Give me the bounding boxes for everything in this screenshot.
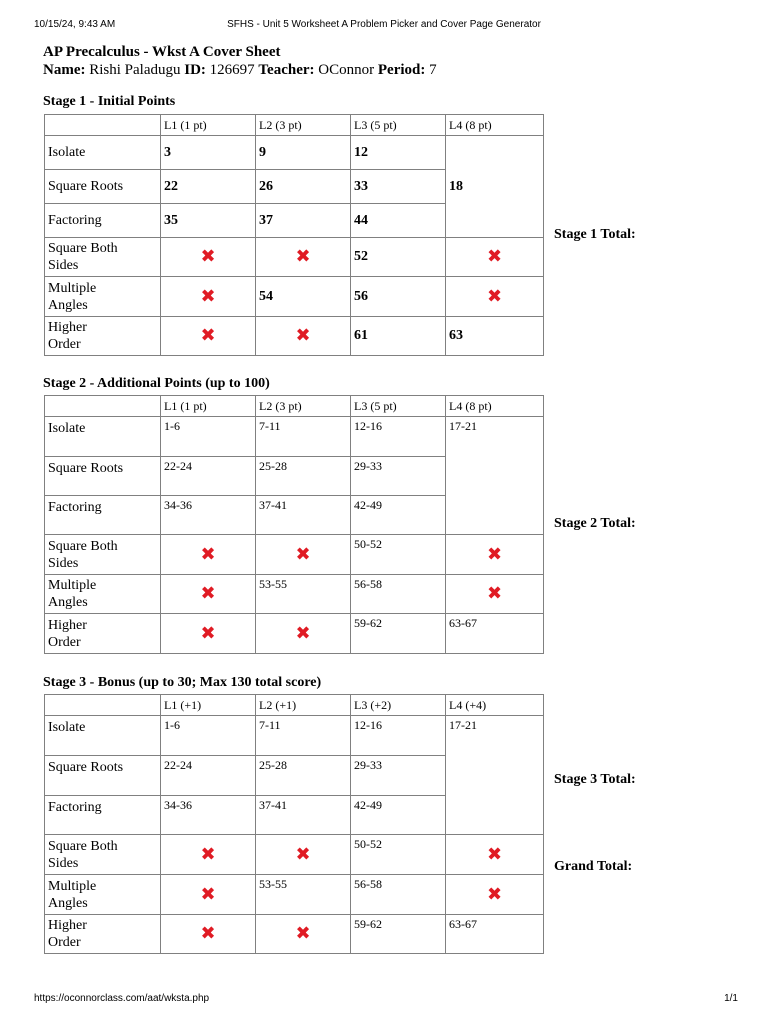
stage1-total-label: Stage 1 Total: — [554, 227, 636, 242]
x-mark-icon: ✖ — [200, 543, 216, 565]
problem-number: 37 — [256, 204, 351, 238]
row-label — [45, 614, 161, 654]
x-mark-icon: ✖ — [200, 843, 216, 865]
x-mark-icon: ✖ — [295, 923, 311, 944]
problem-number: 33 — [351, 170, 446, 204]
header-corner — [45, 396, 161, 417]
row-label-line: Multiple — [48, 280, 97, 296]
row-label-line: Multiple — [48, 878, 97, 894]
x-mark-icon: ✖ — [486, 543, 503, 565]
column-header: L3 (5 pt) — [351, 396, 446, 417]
column-header: L2 (+1) — [256, 695, 351, 716]
student-name: Rishi Paladugu — [89, 62, 181, 78]
unavailable-cell — [446, 277, 544, 317]
table-row — [45, 417, 544, 457]
header-corner — [45, 695, 161, 716]
column-header: L4 (8 pt) — [446, 115, 544, 136]
table-header-row — [45, 115, 544, 136]
unavailable-cell — [161, 575, 256, 614]
column-header: L2 (3 pt) — [256, 396, 351, 417]
problem-number: 12 — [351, 136, 446, 170]
row-label: Factoring — [45, 496, 161, 535]
row-label — [45, 277, 161, 317]
row-label — [45, 535, 161, 575]
problem-number: 63 — [446, 317, 544, 356]
row-label-line: Order — [48, 634, 81, 650]
x-mark-icon: ✖ — [200, 325, 216, 346]
problem-range: 37-41 — [256, 496, 351, 535]
unavailable-cell — [446, 875, 544, 915]
problem-range: 34-36 — [161, 796, 256, 835]
problem-range: 29-33 — [351, 756, 446, 796]
stage3-title: Stage 3 - Bonus (up to 30; Max 130 total score) — [43, 675, 322, 690]
problem-range: 53-55 — [256, 875, 351, 915]
unavailable-cell — [161, 535, 256, 575]
teacher-name: OConnor — [318, 62, 375, 78]
problem-range: 12-16 — [351, 417, 446, 457]
table-row — [45, 915, 544, 954]
problem-range: 29-33 — [351, 457, 446, 496]
row-label-line: Higher — [48, 320, 87, 335]
column-header: L3 (+2) — [351, 695, 446, 716]
student-info-line — [43, 62, 437, 79]
row-label: Isolate — [45, 716, 161, 756]
column-header: L4 (+4) — [446, 695, 544, 716]
problem-range: 50-52 — [351, 535, 446, 575]
problem-range: 1-6 — [161, 417, 256, 457]
column-header: L1 (1 pt) — [161, 396, 256, 417]
unavailable-cell — [256, 317, 351, 356]
problem-range: 50-52 — [351, 835, 446, 875]
problem-number: 22 — [161, 170, 256, 204]
table-header-row — [45, 695, 544, 716]
row-label-line: Higher — [48, 617, 87, 633]
table-row — [45, 575, 544, 614]
problem-number: 35 — [161, 204, 256, 238]
problem-number: 61 — [351, 317, 446, 356]
problem-range: 34-36 — [161, 496, 256, 535]
row-label-line: Multiple — [48, 578, 97, 593]
unavailable-cell — [161, 238, 256, 277]
unavailable-cell — [161, 614, 256, 654]
problem-number: 56 — [351, 277, 446, 317]
period-label: Period: — [377, 62, 426, 78]
unavailable-cell — [161, 875, 256, 915]
problem-range: 25-28 — [256, 756, 351, 796]
table-row — [45, 716, 544, 756]
stage1-title: Stage 1 - Initial Points — [43, 94, 176, 109]
row-label-line: Sides — [48, 855, 79, 871]
x-mark-icon: ✖ — [486, 583, 503, 604]
unavailable-cell — [256, 238, 351, 277]
stage3-total-label: Stage 3 Total: — [554, 772, 636, 787]
problem-range: 22-24 — [161, 457, 256, 496]
stage2-title: Stage 2 - Additional Points (up to 100) — [43, 376, 270, 391]
x-mark-icon: ✖ — [200, 246, 216, 267]
print-page-title: SFHS - Unit 5 Worksheet A Problem Picker and Cover Page Generator — [227, 19, 541, 30]
table-row — [45, 277, 544, 317]
x-mark-icon: ✖ — [295, 246, 311, 267]
unavailable-cell — [256, 535, 351, 575]
unavailable-cell — [446, 238, 544, 277]
print-page-count: 1/1 — [724, 993, 738, 1004]
x-mark-icon: ✖ — [486, 285, 503, 307]
unavailable-cell — [161, 915, 256, 954]
x-mark-icon: ✖ — [200, 622, 216, 644]
problem-number: 52 — [351, 238, 446, 277]
problem-range: 59-62 — [351, 915, 446, 954]
stage2-total-label: Stage 2 Total: — [554, 516, 636, 531]
row-label-line: Angles — [48, 297, 88, 313]
id-label: ID: — [184, 62, 206, 78]
x-mark-icon: ✖ — [200, 883, 216, 905]
x-mark-icon: ✖ — [295, 543, 311, 565]
problem-range: 56-58 — [351, 575, 446, 614]
row-label-line: Square Both — [48, 241, 118, 256]
unavailable-cell — [256, 835, 351, 875]
row-label — [45, 317, 161, 356]
column-header: L1 (1 pt) — [161, 115, 256, 136]
row-label-line: Angles — [48, 595, 88, 610]
problem-range: 56-58 — [351, 875, 446, 915]
student-id: 126697 — [209, 62, 255, 78]
x-mark-icon: ✖ — [295, 622, 311, 644]
row-label — [45, 238, 161, 277]
row-label-line: Sides — [48, 555, 79, 571]
problem-range: 59-62 — [351, 614, 446, 654]
problem-range: 12-16 — [351, 716, 446, 756]
stage3-table — [44, 694, 544, 954]
unavailable-cell — [161, 835, 256, 875]
problem-range: 7-11 — [256, 417, 351, 457]
row-label-line: Sides — [48, 258, 79, 273]
row-label: Factoring — [45, 204, 161, 238]
x-mark-icon: ✖ — [200, 285, 216, 307]
problem-range: 22-24 — [161, 756, 256, 796]
row-label-line: Square Both — [48, 838, 118, 854]
column-header: L3 (5 pt) — [351, 115, 446, 136]
row-label: Square Roots — [45, 756, 161, 796]
problem-number: 9 — [256, 136, 351, 170]
unavailable-cell — [256, 614, 351, 654]
problem-number: 44 — [351, 204, 446, 238]
unavailable-cell — [446, 575, 544, 614]
row-label: Isolate — [45, 417, 161, 457]
row-label: Square Roots — [45, 457, 161, 496]
grand-total-label: Grand Total: — [554, 859, 633, 874]
row-label: Isolate — [45, 136, 161, 170]
column-header: L2 (3 pt) — [256, 115, 351, 136]
unavailable-cell — [256, 915, 351, 954]
period-value: 7 — [429, 62, 437, 78]
problem-number: 3 — [161, 136, 256, 170]
unavailable-cell — [446, 535, 544, 575]
row-label-line: Order — [48, 935, 81, 950]
print-url: https://oconnorclass.com/aat/wksta.php — [34, 993, 210, 1004]
x-mark-icon: ✖ — [295, 325, 311, 346]
problem-range: 25-28 — [256, 457, 351, 496]
problem-number: 54 — [256, 277, 351, 317]
row-label-line: Order — [48, 337, 81, 352]
table-row — [45, 875, 544, 915]
stage1-table — [44, 114, 544, 356]
problem-range: 17-21 — [446, 417, 544, 535]
problem-range: 63-67 — [446, 915, 544, 954]
unavailable-cell — [161, 317, 256, 356]
row-label-line: Higher — [48, 918, 87, 933]
teacher-label: Teacher: — [258, 62, 315, 78]
problem-range: 42-49 — [351, 796, 446, 835]
unavailable-cell — [446, 835, 544, 875]
row-label-line: Angles — [48, 895, 88, 911]
table-row — [45, 238, 544, 277]
x-mark-icon: ✖ — [486, 843, 503, 865]
x-mark-icon: ✖ — [200, 923, 216, 944]
table-row — [45, 317, 544, 356]
problem-number: 26 — [256, 170, 351, 204]
row-label-line: Square Both — [48, 538, 118, 554]
table-row — [45, 136, 544, 170]
name-label: Name: — [43, 62, 86, 78]
column-header: L1 (+1) — [161, 695, 256, 716]
row-label — [45, 915, 161, 954]
table-row — [45, 614, 544, 654]
table-header-row — [45, 396, 544, 417]
header-corner — [45, 115, 161, 136]
row-label — [45, 875, 161, 915]
problem-range: 42-49 — [351, 496, 446, 535]
stage2-table — [44, 395, 544, 654]
problem-range: 53-55 — [256, 575, 351, 614]
table-row — [45, 535, 544, 575]
page-title: AP Precalculus - Wkst A Cover Sheet — [43, 44, 281, 60]
row-label: Square Roots — [45, 170, 161, 204]
x-mark-icon: ✖ — [200, 583, 216, 604]
problem-range: 37-41 — [256, 796, 351, 835]
unavailable-cell — [161, 277, 256, 317]
problem-range: 63-67 — [446, 614, 544, 654]
row-label — [45, 835, 161, 875]
print-date-time: 10/15/24, 9:43 AM — [34, 19, 116, 30]
column-header: L4 (8 pt) — [446, 396, 544, 417]
problem-number: 18 — [446, 136, 544, 238]
problem-range: 7-11 — [256, 716, 351, 756]
row-label: Factoring — [45, 796, 161, 835]
x-mark-icon: ✖ — [295, 843, 311, 865]
table-row — [45, 835, 544, 875]
x-mark-icon: ✖ — [486, 246, 503, 267]
row-label — [45, 575, 161, 614]
problem-range: 17-21 — [446, 716, 544, 835]
problem-range: 1-6 — [161, 716, 256, 756]
x-mark-icon: ✖ — [486, 883, 503, 905]
